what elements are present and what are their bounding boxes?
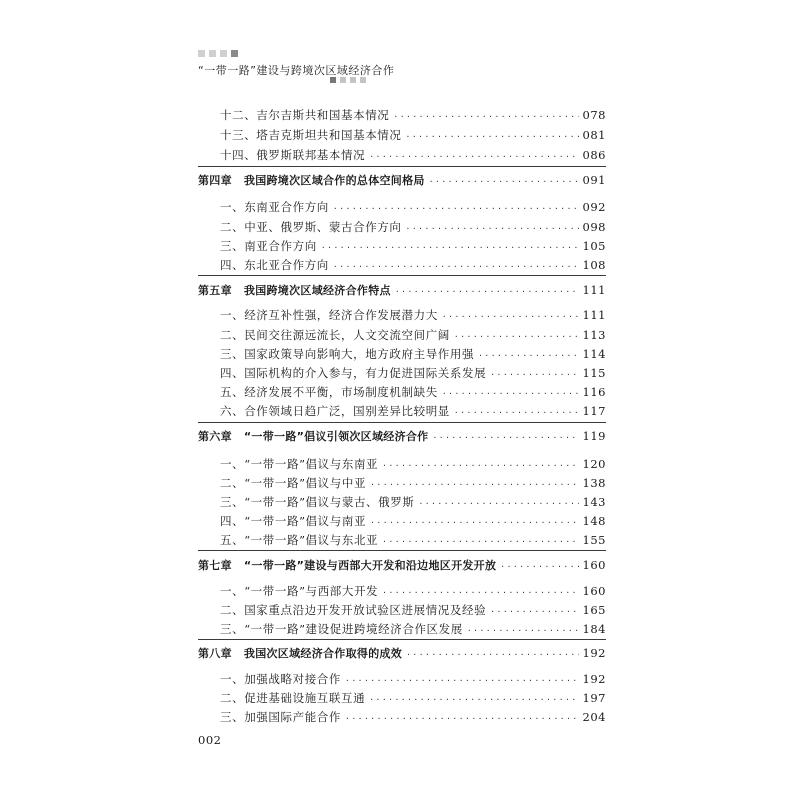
dot-leader bbox=[369, 693, 578, 707]
dot-leader bbox=[382, 586, 578, 600]
dot-leader bbox=[393, 110, 578, 124]
toc-entry-page: 086 bbox=[582, 148, 606, 162]
dot-leader bbox=[500, 560, 578, 574]
toc-entry-title: 二、民间交往源远流长，人文交流空间广阔 bbox=[220, 328, 450, 342]
dot-leader bbox=[395, 285, 579, 299]
toc-entry-title: 三、“一带一路”建设促进跨境经济合作区发展 bbox=[220, 622, 463, 636]
dot-leader bbox=[333, 260, 579, 274]
toc-entry-page: 160 bbox=[582, 584, 606, 598]
dot-leader bbox=[467, 624, 579, 638]
dot-leader bbox=[406, 648, 578, 662]
toc-entry-title: 三、加强国际产能合作 bbox=[220, 710, 341, 724]
toc-section-row[interactable] bbox=[198, 308, 606, 324]
dot-leader bbox=[333, 202, 579, 216]
chapter-number: 第四章 bbox=[198, 174, 232, 187]
dot-leader bbox=[442, 310, 579, 324]
dot-leader bbox=[454, 406, 579, 420]
chapter-page: 091 bbox=[582, 173, 606, 187]
running-head-title: “一带一路”建设与跨境次区域经济合作 bbox=[198, 64, 395, 77]
toc-entry-title: 二、国家重点沿边开发开放试验区进展情况及经验 bbox=[220, 603, 487, 617]
toc-section-row[interactable] bbox=[198, 603, 606, 619]
toc-entry-title: 一、“一带一路”与西部大开发 bbox=[220, 584, 379, 598]
dot-leader bbox=[345, 712, 579, 726]
toc-entry-page: 105 bbox=[582, 239, 606, 253]
toc-section-row[interactable] bbox=[198, 672, 606, 688]
dot-leader bbox=[418, 497, 578, 511]
toc-entry-title: 二、中亚、俄罗斯、蒙古合作方向 bbox=[220, 220, 402, 234]
toc-entry-title: 二、“一带一路”倡议与中亚 bbox=[220, 476, 367, 490]
dot-leader bbox=[406, 130, 579, 144]
toc-entry-page: 108 bbox=[582, 258, 606, 272]
toc-entry-page: 143 bbox=[582, 495, 606, 509]
toc-entry-page: 120 bbox=[582, 457, 606, 471]
toc-entry-title: 五、“一带一路”倡议与东北亚 bbox=[220, 533, 379, 547]
toc-section-row[interactable] bbox=[198, 220, 606, 236]
toc-entry-title: 四、国际机构的介入参与，有力促进国际关系发展 bbox=[220, 366, 487, 380]
toc-entry-title: 六、合作领域日趋广泛，国别差异比较明显 bbox=[220, 404, 450, 418]
toc-entry-page: 138 bbox=[582, 476, 606, 490]
toc-entry-title: 一、东南亚合作方向 bbox=[220, 200, 329, 214]
toc-entry-page: 113 bbox=[582, 328, 606, 342]
toc-entry-page: 197 bbox=[582, 691, 606, 705]
toc-section-row[interactable] bbox=[198, 148, 606, 164]
toc-section-row[interactable] bbox=[198, 710, 606, 726]
toc-entry-page: 078 bbox=[582, 108, 606, 122]
toc-entry-title: 三、“一带一路”倡议与蒙古、俄罗斯 bbox=[220, 495, 415, 509]
toc-entry-page: 098 bbox=[582, 220, 606, 234]
dot-leader bbox=[478, 349, 578, 363]
dot-leader bbox=[429, 175, 579, 189]
dot-leader bbox=[345, 674, 579, 688]
toc-entry-page: 165 bbox=[582, 603, 606, 617]
chapter-title: 我国跨境次区域经济合作特点 bbox=[243, 284, 391, 297]
dot-leader bbox=[370, 516, 578, 530]
toc-section-row[interactable] bbox=[198, 476, 606, 492]
chapter-number: 第五章 bbox=[198, 284, 232, 297]
toc-entry-page: 116 bbox=[582, 385, 606, 399]
toc-chapter-row[interactable] bbox=[198, 558, 606, 574]
toc-entry-page: 148 bbox=[582, 514, 606, 528]
toc-section-row[interactable] bbox=[198, 347, 606, 363]
chapter-number: 第八章 bbox=[198, 647, 232, 660]
chapter-page: 160 bbox=[582, 558, 606, 572]
toc-section-row[interactable] bbox=[198, 457, 606, 473]
toc-entry-page: 115 bbox=[582, 366, 606, 380]
chapter-divider bbox=[198, 275, 606, 276]
header-decoration bbox=[198, 50, 238, 57]
page-number: 002 bbox=[198, 733, 222, 747]
toc-entry-title: 五、经济发展不平衡，市场制度机制缺失 bbox=[220, 385, 438, 399]
dot-leader bbox=[490, 368, 578, 382]
toc-chapter-row[interactable] bbox=[198, 646, 606, 662]
toc-section-row[interactable] bbox=[198, 258, 606, 274]
toc-section-row[interactable] bbox=[198, 328, 606, 344]
dot-leader bbox=[432, 431, 578, 445]
toc-entry-page: 111 bbox=[582, 308, 606, 322]
dot-leader bbox=[406, 222, 579, 236]
chapter-title: “一带一路”建设与西部大开发和沿边地区开发开放 bbox=[243, 559, 497, 572]
toc-entry-title: 十四、俄罗斯联邦基本情况 bbox=[220, 148, 366, 162]
chapter-divider bbox=[198, 550, 606, 551]
dot-leader bbox=[454, 330, 579, 344]
toc-entry-page: 114 bbox=[582, 347, 606, 361]
dot-leader bbox=[369, 150, 578, 164]
toc-section-row[interactable] bbox=[198, 200, 606, 216]
toc-entry-title: 二、促进基础设施互联互通 bbox=[220, 691, 366, 705]
toc-entry-page: 117 bbox=[582, 404, 606, 418]
chapter-page: 192 bbox=[582, 646, 606, 660]
toc-entry-title: 一、经济互补性强，经济合作发展潜力大 bbox=[220, 308, 438, 322]
toc-chapter-row[interactable] bbox=[198, 283, 606, 299]
toc-entry-page: 192 bbox=[582, 672, 606, 686]
chapter-title: 我国跨境次区域合作的总体空间格局 bbox=[243, 174, 425, 187]
chapter-divider bbox=[198, 422, 606, 423]
chapter-divider bbox=[198, 639, 606, 640]
dot-leader bbox=[370, 478, 578, 492]
toc-section-row[interactable] bbox=[198, 239, 606, 255]
chapter-page: 111 bbox=[582, 283, 606, 297]
toc-entry-page: 184 bbox=[582, 622, 606, 636]
toc-section-row[interactable] bbox=[198, 385, 606, 401]
toc-section-row[interactable] bbox=[198, 108, 606, 124]
dot-leader bbox=[490, 605, 578, 619]
chapter-title: “一带一路”倡议引领次区域经济合作 bbox=[243, 430, 429, 443]
toc-section-row[interactable] bbox=[198, 128, 606, 144]
toc-section-row[interactable] bbox=[198, 691, 606, 707]
toc-entry-page: 092 bbox=[582, 200, 606, 214]
header-sub-decoration bbox=[330, 77, 366, 83]
dot-leader bbox=[382, 535, 578, 549]
chapter-number: 第六章 bbox=[198, 430, 232, 443]
toc-entry-title: 三、南亚合作方向 bbox=[220, 239, 317, 253]
toc-section-row[interactable] bbox=[198, 584, 606, 600]
toc-section-row[interactable] bbox=[198, 495, 606, 511]
toc-entry-page: 204 bbox=[582, 710, 606, 724]
toc-entry-title: 三、国家政策导向影响大，地方政府主导作用强 bbox=[220, 347, 475, 361]
dot-leader bbox=[382, 459, 578, 473]
toc-section-row[interactable] bbox=[198, 622, 606, 638]
toc-entry-page: 155 bbox=[582, 533, 606, 547]
chapter-title: 我国次区域经济合作取得的成效 bbox=[243, 647, 403, 660]
toc-entry-title: 四、东北亚合作方向 bbox=[220, 258, 329, 272]
chapter-divider bbox=[198, 166, 606, 167]
toc-entry-title: 一、“一带一路”倡议与东南亚 bbox=[220, 457, 379, 471]
dot-leader bbox=[321, 241, 579, 255]
toc-section-row[interactable] bbox=[198, 514, 606, 530]
toc-entry-title: 四、“一带一路”倡议与南亚 bbox=[220, 514, 367, 528]
toc-section-row[interactable] bbox=[198, 533, 606, 549]
toc-section-row[interactable] bbox=[198, 366, 606, 382]
chapter-page: 119 bbox=[582, 429, 606, 443]
chapter-number: 第七章 bbox=[198, 559, 232, 572]
dot-leader bbox=[442, 387, 579, 401]
toc-chapter-row[interactable] bbox=[198, 173, 606, 189]
toc-section-row[interactable] bbox=[198, 404, 606, 420]
toc-entry-title: 一、加强战略对接合作 bbox=[220, 672, 341, 686]
toc-entry-page: 081 bbox=[582, 128, 606, 142]
toc-entry-title: 十二、吉尔吉斯共和国基本情况 bbox=[220, 108, 390, 122]
toc-entry-title: 十三、塔吉克斯坦共和国基本情况 bbox=[220, 128, 402, 142]
toc-chapter-row[interactable] bbox=[198, 429, 606, 445]
